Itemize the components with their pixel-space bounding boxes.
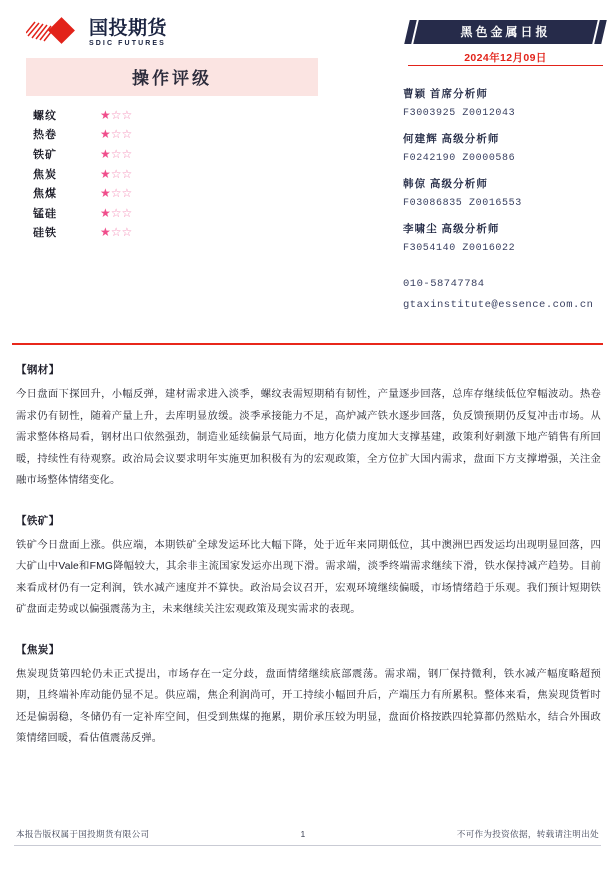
logo-name-cn: 国投期货 [89,18,168,39]
rating-stars: ★☆☆ [100,166,133,181]
analyst-name: 韩倞 高级分析师 [403,179,488,190]
footer-disclaimer: 不可作为投资依据，转载请注明出处 [456,829,599,839]
rating-item-name: 焦炭 [33,168,57,181]
footer-copyright: 本报告版权属于国投期货有限公司 [16,829,150,839]
rating-item-name: 热卷 [33,129,57,142]
rating-row [26,144,318,164]
date-divider [408,65,603,66]
section-iron-ore [16,513,601,621]
analyst-license-code: F3054140 Z0016022 [403,243,516,254]
rating-row [26,183,318,203]
contact-block [403,278,603,311]
rating-row [26,203,318,223]
footer-page-number: 1 [300,829,306,839]
analyst-name: 李啸尘 高级分析师 [403,224,500,235]
rating-stars: ★☆☆ [100,186,133,201]
analyst-list [403,86,603,311]
section-heading: 【铁矿】 [16,514,60,527]
logo-name-en: SDIC FUTURES [89,40,166,47]
report-date: 2024年12月09日 [464,52,547,64]
report-footer [16,828,599,840]
section-coke [16,642,601,750]
contact-phone[interactable]: 010-58747784 [403,278,485,290]
rating-item-name: 铁矿 [33,148,57,161]
analyst-name: 曹颖 首席分析师 [403,89,488,100]
rating-row [26,105,318,125]
rating-stars: ★☆☆ [100,146,133,161]
logo-mark-icon [26,18,84,44]
section-paragraph: 铁矿今日盘面上涨。供应端，本期铁矿全球发运环比大幅下降，处于近年来同期低位，其中澳洲巴西发运均出现明显回落，四大矿山中Vale和FMG降幅较大，其余非主流国家发运亦出现下滑。需求端，淡季终端需求继续下滑，铁水保持减产趋势。目前来看成材仍有一定利润，铁水减产速度并不算快。政治局会议召开，宏观环境继续偏暖，市场情绪趋于乐观。我们预计短期铁矿盘面走势或以偏强震荡为主，未来继续关注宏观政策及现实需求的表现。 [16,539,601,615]
section-steel [16,362,601,492]
rating-row [26,125,318,145]
rating-stars: ★☆☆ [100,205,133,220]
company-logo [26,18,167,47]
analyst-name: 何建辉 高级分析师 [403,134,500,145]
report-title-banner [408,20,603,44]
footer-divider [14,845,601,846]
rating-row [26,164,318,184]
rating-stars: ★☆☆ [100,225,133,240]
report-content [16,362,601,771]
section-paragraph: 焦炭现货第四轮仍未正式提出，市场存在一定分歧，盘面情绪继续底部震荡。需求端，钢厂保持微利，铁水减产幅度略超预期，且终端补库动能仍显不足。供应端，焦企利润尚可，开工持续小幅回升后，产端压力有所累积。整体来看，焦炭现货暂时还是偏弱稳，冬储仍有一定补库空间，但受到焦煤的拖累，期价承压较为明显，盘面价格按跌四轮算都仍然贴水，结合外围政策情绪回暖，看估值震荡反弹。 [16,668,601,744]
rating-stars: ★☆☆ [100,107,133,122]
logo-wordmark [89,18,167,47]
rating-item-name: 焦煤 [33,188,57,201]
operation-rating-card [26,58,318,242]
banner-title-text: 黑色金属日报 [460,25,551,39]
analyst-license-code: F3003925 Z0012043 [403,108,516,119]
report-header [0,0,615,330]
rating-row [26,223,318,243]
rating-card-title: 操作评级 [26,58,318,96]
rating-item-name: 锰硅 [33,207,57,220]
section-heading: 【钢材】 [16,364,60,376]
header-divider [12,343,603,345]
rating-stars: ★☆☆ [100,127,133,142]
section-heading: 【焦炭】 [16,643,60,656]
analyst-license-code: F0242190 Z0000586 [403,153,516,164]
contact-email[interactable]: gtaxinstitute@essence.com.cn [403,299,594,311]
analyst-license-code: F03086835 Z0016553 [403,198,522,209]
rating-item-name: 硅铁 [33,227,57,240]
rating-item-name: 螺纹 [33,109,57,122]
rating-rows [26,105,318,242]
section-paragraph: 今日盘面下探回升，小幅反弹，建材需求进入淡季，螺纹表需短期稍有韧性，产量逐步回落，总库存继续低位窄幅波动。热卷需求仍有韧性，随着产量上升，去库明显放缓。淡季承接能力不足，高炉减产铁水逐步回落，负反馈预期仍反复冲击市场。从需求整体格局看，钢材出口依然强劲，制造业延续偏景气局面，地方化债力度加大支撑基建，政策利好刺激下地产销售有所回暖，持续性有待观察。政治局会议要求明年实施更加积极有为的宏观政策，全方位扩大国内需求，盘面下方支撑增强，关注金融市场整体情绪变化。 [16,389,601,486]
